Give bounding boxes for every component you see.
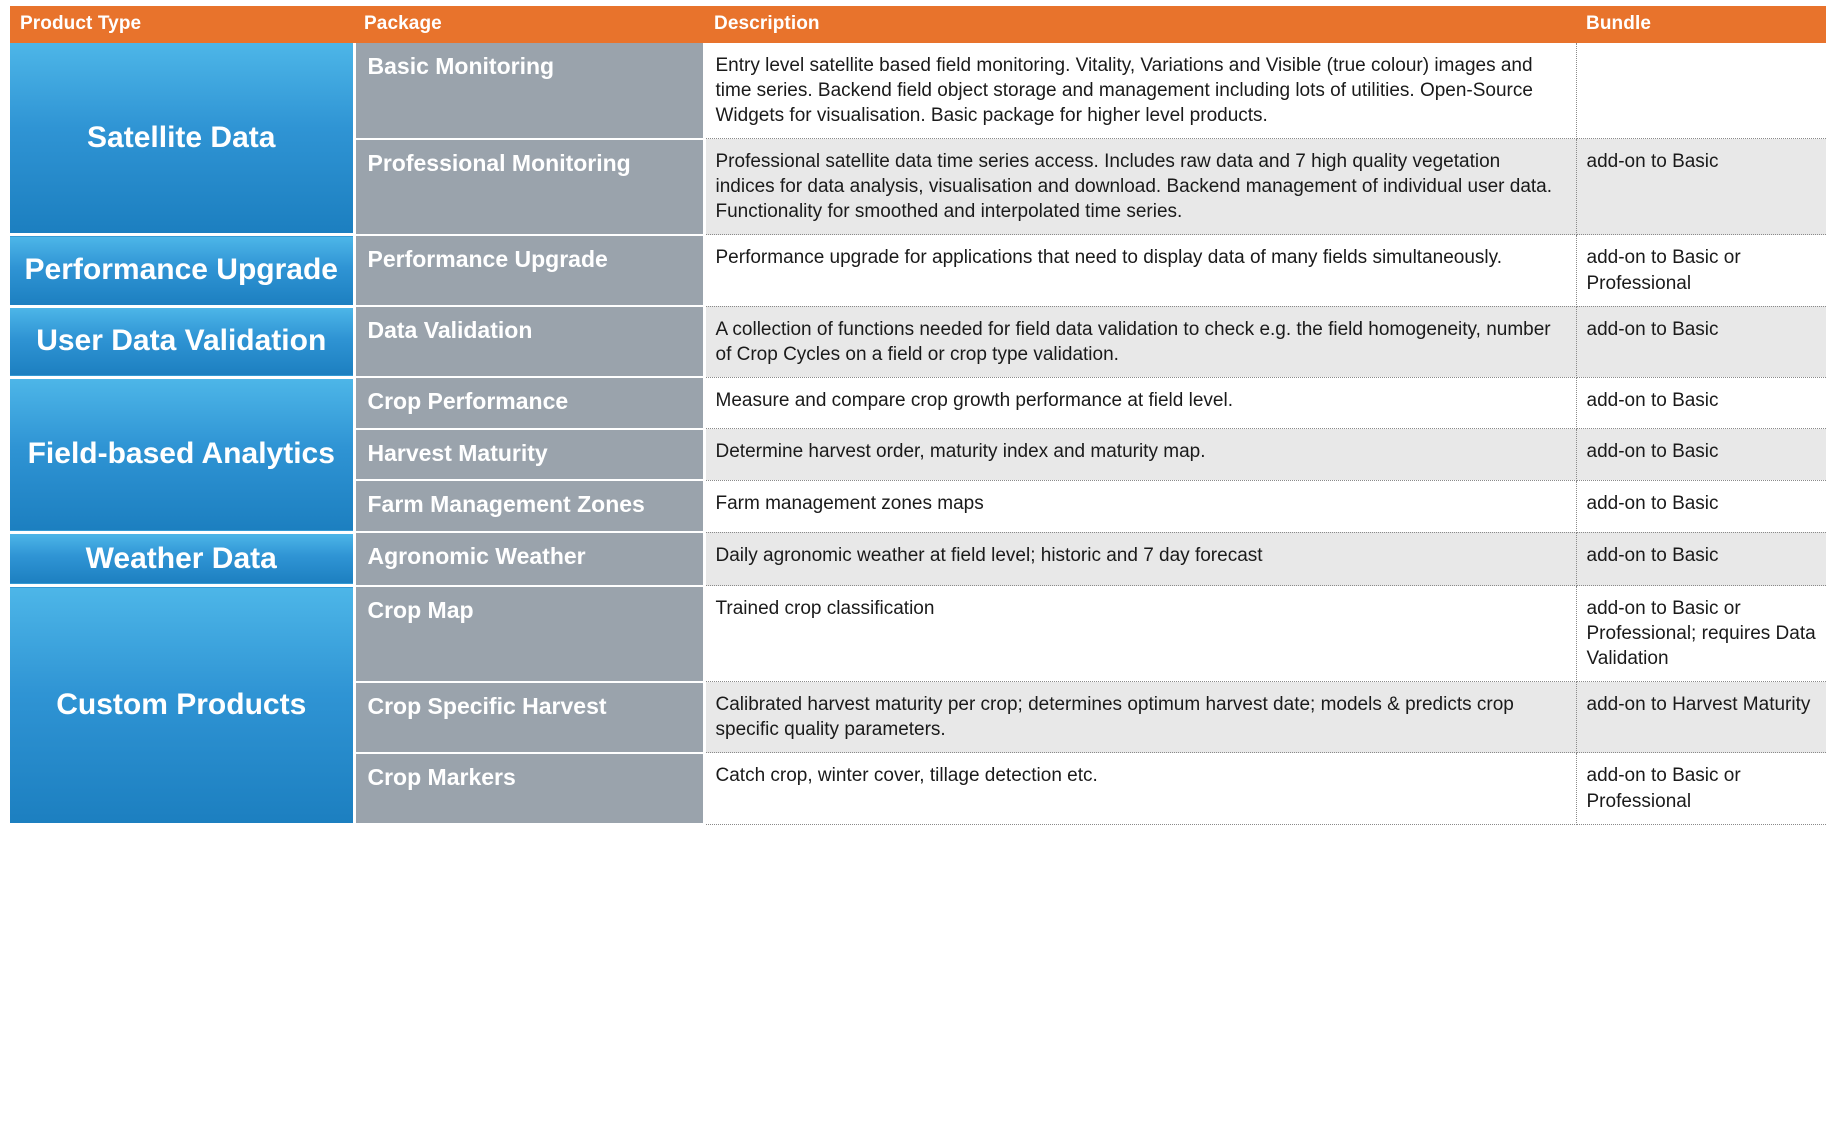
description-cell: Farm management zones maps — [704, 480, 1576, 532]
product-type-cell: Satellite Data — [10, 43, 354, 235]
description-cell: Calibrated harvest maturity per crop; determines optimum harvest date; models & predicts crop specific quality parameters. — [704, 682, 1576, 753]
table-row — [10, 377, 1826, 429]
description-cell: Performance upgrade for applications that need to display data of many fields simultaneously. — [704, 235, 1576, 306]
table-row — [10, 43, 1826, 139]
bundle-cell: add-on to Basic — [1576, 306, 1826, 377]
bundle-cell: add-on to Basic — [1576, 532, 1826, 586]
package-cell: Harvest Maturity — [354, 429, 704, 481]
table-body — [10, 43, 1826, 824]
description-cell: A collection of functions needed for field data validation to check e.g. the field homogeneity, number of Crop Cycles on a field or crop type validation. — [704, 306, 1576, 377]
package-cell: Basic Monitoring — [354, 43, 704, 139]
bundle-cell — [1576, 43, 1826, 139]
package-cell: Professional Monitoring — [354, 139, 704, 235]
package-cell: Farm Management Zones — [354, 480, 704, 532]
product-type-cell: Performance Upgrade — [10, 235, 354, 306]
bundle-cell: add-on to Basic — [1576, 429, 1826, 481]
description-cell: Catch crop, winter cover, tillage detection etc. — [704, 753, 1576, 824]
bundle-cell: add-on to Basic or Professional — [1576, 753, 1826, 824]
bundle-cell: add-on to Basic — [1576, 480, 1826, 532]
bundle-cell: add-on to Basic — [1576, 377, 1826, 429]
description-cell: Measure and compare crop growth performance at field level. — [704, 377, 1576, 429]
product-type-cell: User Data Validation — [10, 306, 354, 377]
description-cell: Daily agronomic weather at field level; historic and 7 day forecast — [704, 532, 1576, 586]
package-cell: Crop Specific Harvest — [354, 682, 704, 753]
table-header — [10, 6, 1826, 43]
column-header-description: Description — [704, 6, 1576, 43]
column-header-product-type: Product Type — [10, 6, 354, 43]
package-cell: Data Validation — [354, 306, 704, 377]
product-type-cell: Field-based Analytics — [10, 377, 354, 532]
table-row — [10, 532, 1826, 586]
column-header-bundle: Bundle — [1576, 6, 1826, 43]
column-header-package: Package — [354, 6, 704, 43]
description-cell: Entry level satellite based field monitoring. Vitality, Variations and Visible (true colour) images and time series. Backend field object storage and management including lots of utilities. Open-Source Widgets for visualisation. Basic package for higher level products. — [704, 43, 1576, 139]
bundle-cell: add-on to Basic or Professional; requires Data Validation — [1576, 586, 1826, 682]
product-offering-table — [10, 6, 1826, 826]
table-header-row — [10, 6, 1826, 43]
package-cell: Performance Upgrade — [354, 235, 704, 306]
package-cell: Crop Markers — [354, 753, 704, 824]
table-row — [10, 586, 1826, 682]
package-cell: Crop Performance — [354, 377, 704, 429]
table-row — [10, 235, 1826, 306]
bundle-cell: add-on to Basic — [1576, 139, 1826, 235]
package-cell: Agronomic Weather — [354, 532, 704, 586]
bundle-cell: add-on to Basic or Professional — [1576, 235, 1826, 306]
bundle-cell: add-on to Harvest Maturity — [1576, 682, 1826, 753]
description-cell: Determine harvest order, maturity index and maturity map. — [704, 429, 1576, 481]
description-cell: Trained crop classification — [704, 586, 1576, 682]
description-cell: Professional satellite data time series access. Includes raw data and 7 high quality vegetation indices for data analysis, visualisation and download. Backend management of individual user data. Functionality for smoothed and interpolated time series. — [704, 139, 1576, 235]
table-row — [10, 306, 1826, 377]
product-type-cell: Custom Products — [10, 586, 354, 825]
package-cell: Crop Map — [354, 586, 704, 682]
product-type-cell: Weather Data — [10, 532, 354, 586]
